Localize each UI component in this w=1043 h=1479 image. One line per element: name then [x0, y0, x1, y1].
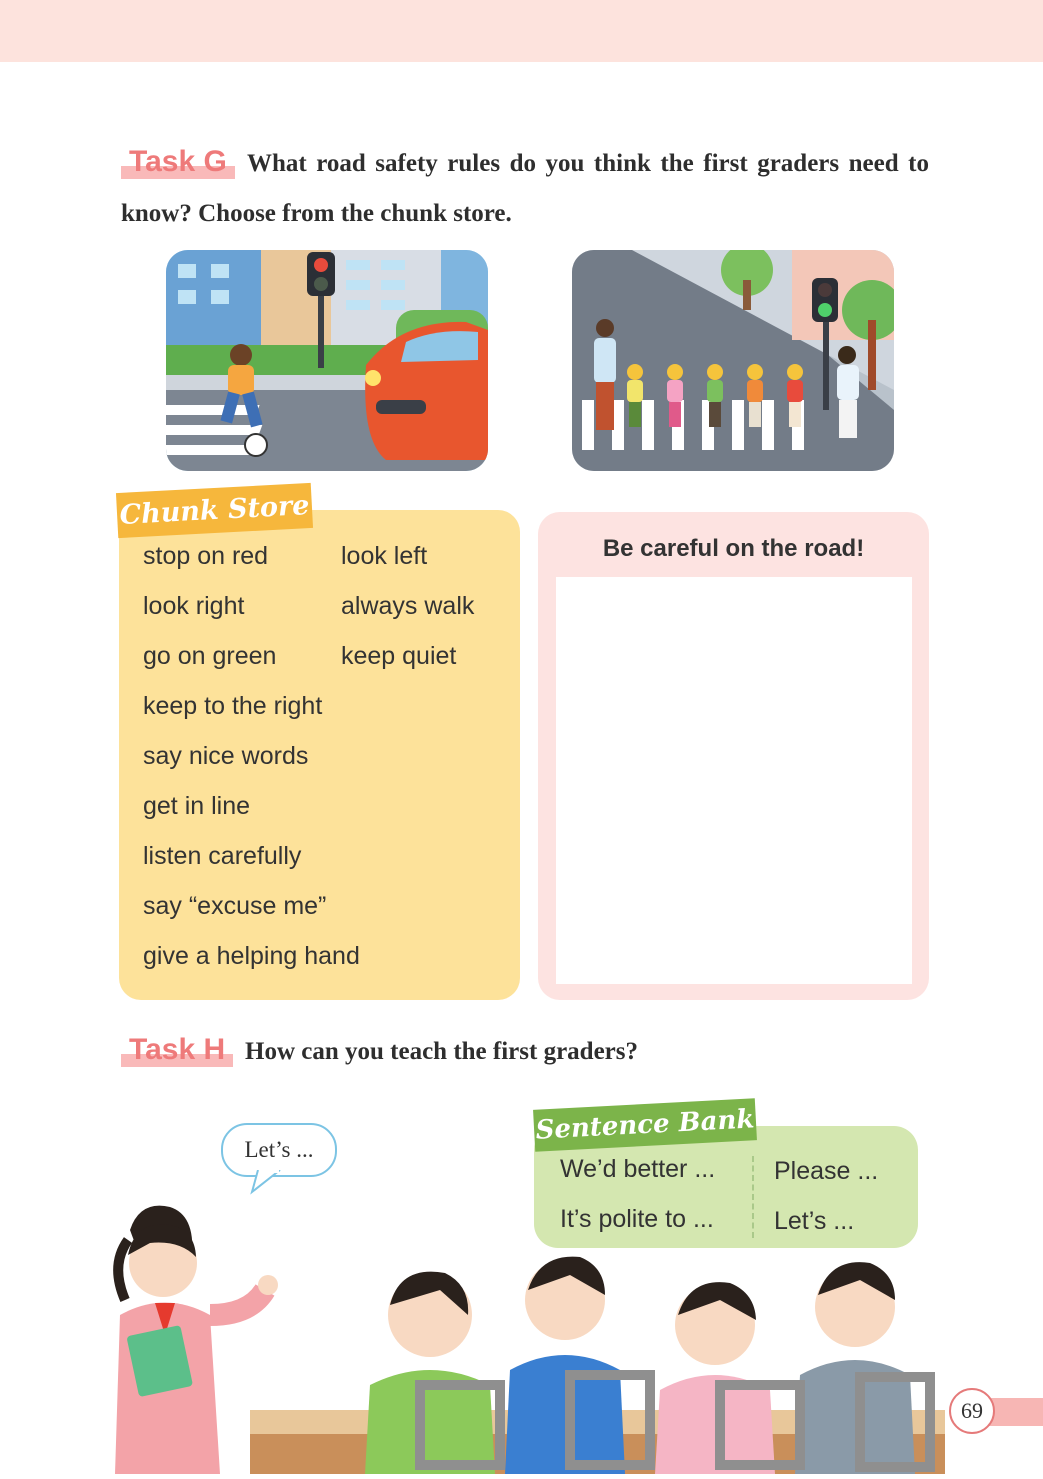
- chunk-item: stop on red: [143, 542, 269, 570]
- sentence-bank-title: Sentence Bank: [533, 1098, 757, 1152]
- sentence-item: We’d better ...: [560, 1155, 716, 1183]
- chunk-item: keep to the right: [143, 692, 323, 720]
- road-danger-illustration: [166, 250, 488, 471]
- task-g-prompt-line2: know? Choose from the chunk store.: [121, 200, 512, 227]
- safe-crossing-illustration: [572, 250, 894, 471]
- header-band: [0, 0, 1043, 62]
- sentence-item: Please ...: [774, 1157, 879, 1185]
- chunk-item: say “excuse me”: [143, 892, 327, 920]
- task-g-tag: Task G: [121, 145, 235, 179]
- chunk-item: keep quiet: [341, 642, 457, 670]
- chunk-item: give a helping hand: [143, 942, 360, 970]
- chunk-item: go on green: [143, 642, 277, 670]
- classroom-illustration: [100, 1195, 945, 1474]
- chunk-item: look left: [341, 542, 428, 570]
- speech-bubble-tail: [250, 1170, 290, 1196]
- chunk-item: say nice words: [143, 742, 309, 770]
- task-h-tag: Task H: [121, 1033, 233, 1067]
- page-number: 69: [949, 1388, 995, 1434]
- be-careful-title: Be careful on the road!: [602, 535, 865, 562]
- chunk-item: get in line: [143, 792, 251, 820]
- chunk-store-title: Chunk Store: [116, 483, 313, 538]
- sentence-item: Let’s ...: [774, 1207, 855, 1235]
- chunk-item: look right: [143, 592, 245, 620]
- sentence-item: It’s polite to ...: [560, 1205, 714, 1233]
- speech-bubble: Let’s ...: [221, 1123, 337, 1177]
- task-h-prompt: How can you teach the first graders?: [245, 1038, 638, 1065]
- chunk-item: listen carefully: [143, 842, 302, 870]
- task-g-prompt-line1: What road safety rules do you think the first graders need to: [247, 150, 929, 177]
- chunk-item: always walk: [341, 592, 475, 620]
- answer-writing-area[interactable]: [556, 577, 912, 984]
